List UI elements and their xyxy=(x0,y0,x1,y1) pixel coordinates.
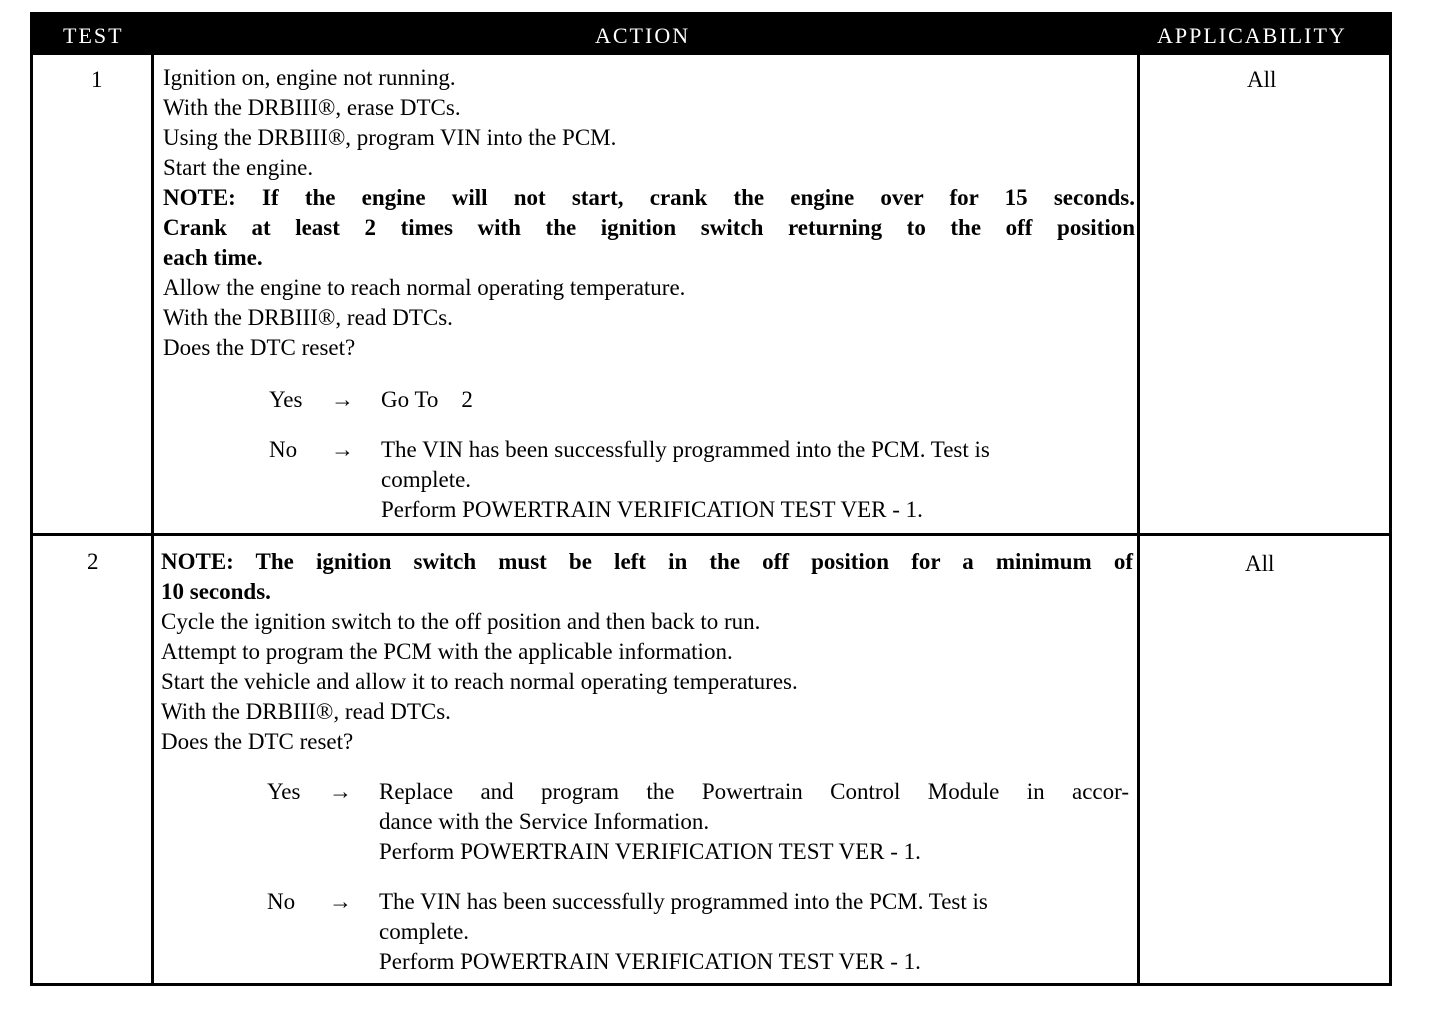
column-divider-test xyxy=(151,55,154,986)
no-label: No xyxy=(267,889,296,914)
note-line: NOTE: If the engine will not start, crank the engine over for 15 seconds. xyxy=(163,185,1135,210)
action-line: Cycle the ignition switch to the off position and then back to run. xyxy=(161,609,761,634)
test-number-2: 2 xyxy=(87,549,99,574)
column-divider-applicability xyxy=(1137,55,1140,986)
test-number-1: 1 xyxy=(91,67,103,92)
yes-option-1 xyxy=(269,385,1135,415)
table-header xyxy=(33,15,1389,55)
note-line: Crank at least 2 times with the ignition switch returning to the off position xyxy=(163,215,1135,240)
note-line: each time. xyxy=(163,245,263,270)
no-option-1 xyxy=(269,435,1135,525)
yes-label: Yes xyxy=(267,779,301,804)
action-block-2 xyxy=(161,547,1133,757)
header-test: TEST xyxy=(63,23,124,48)
action-block-1 xyxy=(163,63,1135,363)
action-line: Attempt to program the PCM with the applicable information. xyxy=(161,639,733,664)
action-line: Allow the engine to reach normal operating temperature. xyxy=(163,275,686,300)
header-action: ACTION xyxy=(595,23,691,48)
diagnostic-test-table xyxy=(30,12,1392,986)
arrow-icon: → xyxy=(329,779,352,804)
yes-result: Go To 2 xyxy=(381,387,473,412)
applicability-2: All xyxy=(1245,551,1275,576)
row-divider xyxy=(33,533,1389,536)
yes-result: Replace and program the Powertrain Control Module in accor- dance with the Service Information. Perform POWERTRAIN VERIFICATION TEST VER - 1. xyxy=(379,779,1129,864)
action-line: Start the engine. xyxy=(163,155,314,180)
yes-option-2 xyxy=(267,777,1133,867)
note-line: 10 seconds. xyxy=(161,579,271,604)
yes-label: Yes xyxy=(269,387,303,412)
action-line: Ignition on, engine not running. xyxy=(163,65,456,90)
no-label: No xyxy=(269,437,298,462)
arrow-icon: → xyxy=(331,387,354,412)
action-line: Using the DRBIII®, program VIN into the PCM. xyxy=(163,125,617,150)
action-line: With the DRBIII®, read DTCs. xyxy=(163,305,453,330)
applicability-1: All xyxy=(1247,67,1277,92)
no-result: The VIN has been successfully programmed into the PCM. Test is complete. Perform POWERTRAIN VERIFICATION TEST VER - 1. xyxy=(379,889,988,974)
action-line: Does the DTC reset? xyxy=(163,335,356,360)
header-applicability: APPLICABILITY xyxy=(1157,23,1347,48)
action-line: With the DRBIII®, read DTCs. xyxy=(161,699,451,724)
no-result: The VIN has been successfully programmed into the PCM. Test is complete. Perform POWERTRAIN VERIFICATION TEST VER - 1. xyxy=(381,437,990,522)
action-line: Does the DTC reset? xyxy=(161,729,354,754)
no-option-2 xyxy=(267,887,1133,977)
action-line: Start the vehicle and allow it to reach normal operating temperatures. xyxy=(161,669,798,694)
arrow-icon: → xyxy=(331,437,354,462)
note-line: NOTE: The ignition switch must be left in the off position for a minimum of xyxy=(161,549,1133,574)
action-line: With the DRBIII®, erase DTCs. xyxy=(163,95,461,120)
arrow-icon: → xyxy=(329,889,352,914)
